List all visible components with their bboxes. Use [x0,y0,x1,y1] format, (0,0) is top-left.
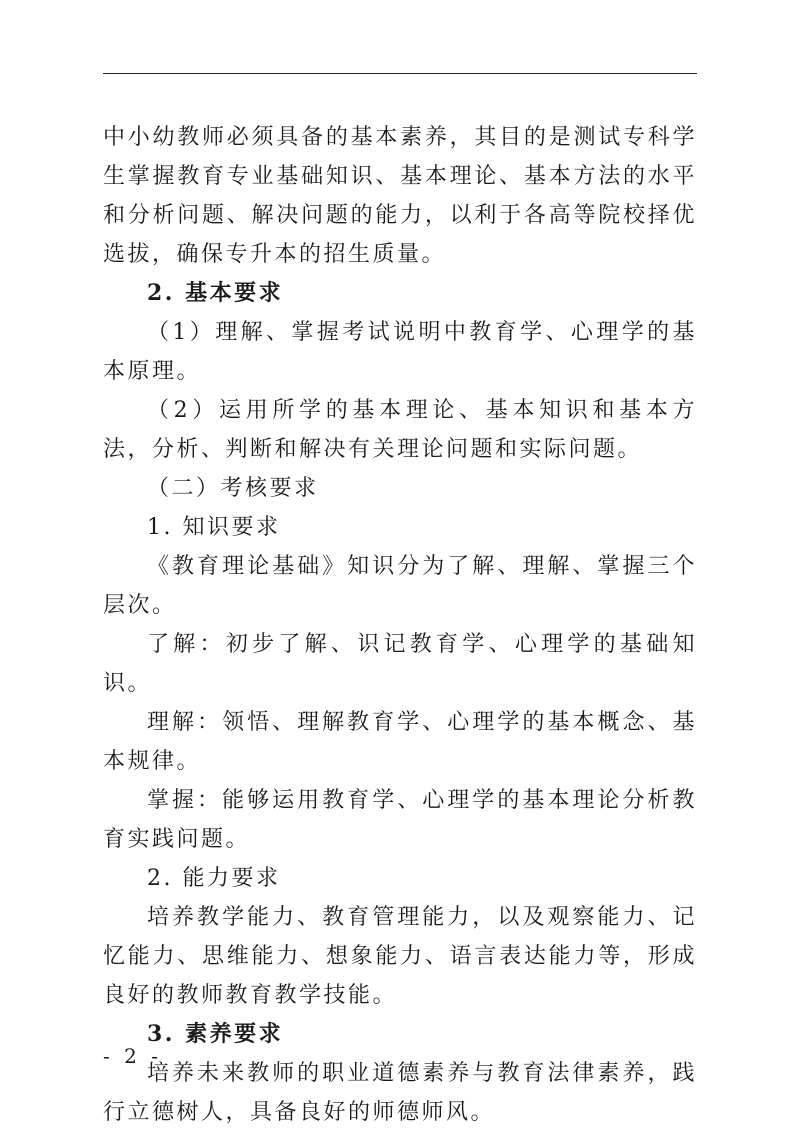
document-body [103,118,697,1132]
paragraph-knowledge-levels: 《教育理论基础》知识分为了解、理解、掌握三个层次。 [103,554,697,618]
section-heading-assessment: （二）考核要求 [147,476,319,501]
paragraph-abilities: 培养教学能力、教育管理能力，以及观察能力、记忆能力、思维能力、想象能力、语言表达能力等，形成良好的教师教育教学技能。 [103,905,697,1008]
paragraph-intro-continued: 中小幼教师必须具备的基本素养，其目的是测试专科学生掌握教育专业基础知识、基本理论、基本方法的水平和分析问题、解决问题的能力，以利于各高等院校择优选拔，确保专升本的招生质量。 [103,125,697,267]
paragraph-literacy: 培养未来教师的职业道德素养与教育法律素养，践行立德树人，具备良好的师德师风。 [103,1061,697,1125]
header-rule [103,73,697,74]
list-item-2: （2）运用所学的基本理论、基本知识和基本方法，分析、判断和解决有关理论问题和实际问题。 [103,398,697,462]
list-item-1: （1）理解、掌握考试说明中教育学、心理学的基本原理。 [103,320,697,384]
heading-basic-requirements: 2. 基本要求 [147,280,284,306]
paragraph-comprehend: 理解：领悟、理解教育学、心理学的基本概念、基本规律。 [103,710,697,774]
heading-literacy-requirements: 3. 素养要求 [147,1021,284,1047]
page-number: - 2 - [103,1044,162,1068]
heading-ability-requirements: 2. 能力要求 [147,866,281,891]
heading-knowledge-requirements: 1. 知识要求 [147,515,281,540]
paragraph-understand-basic: 了解：初步了解、识记教育学、心理学的基础知识。 [103,632,697,696]
paragraph-master: 掌握：能够运用教育学、心理学的基本理论分析教育实践问题。 [103,788,697,852]
